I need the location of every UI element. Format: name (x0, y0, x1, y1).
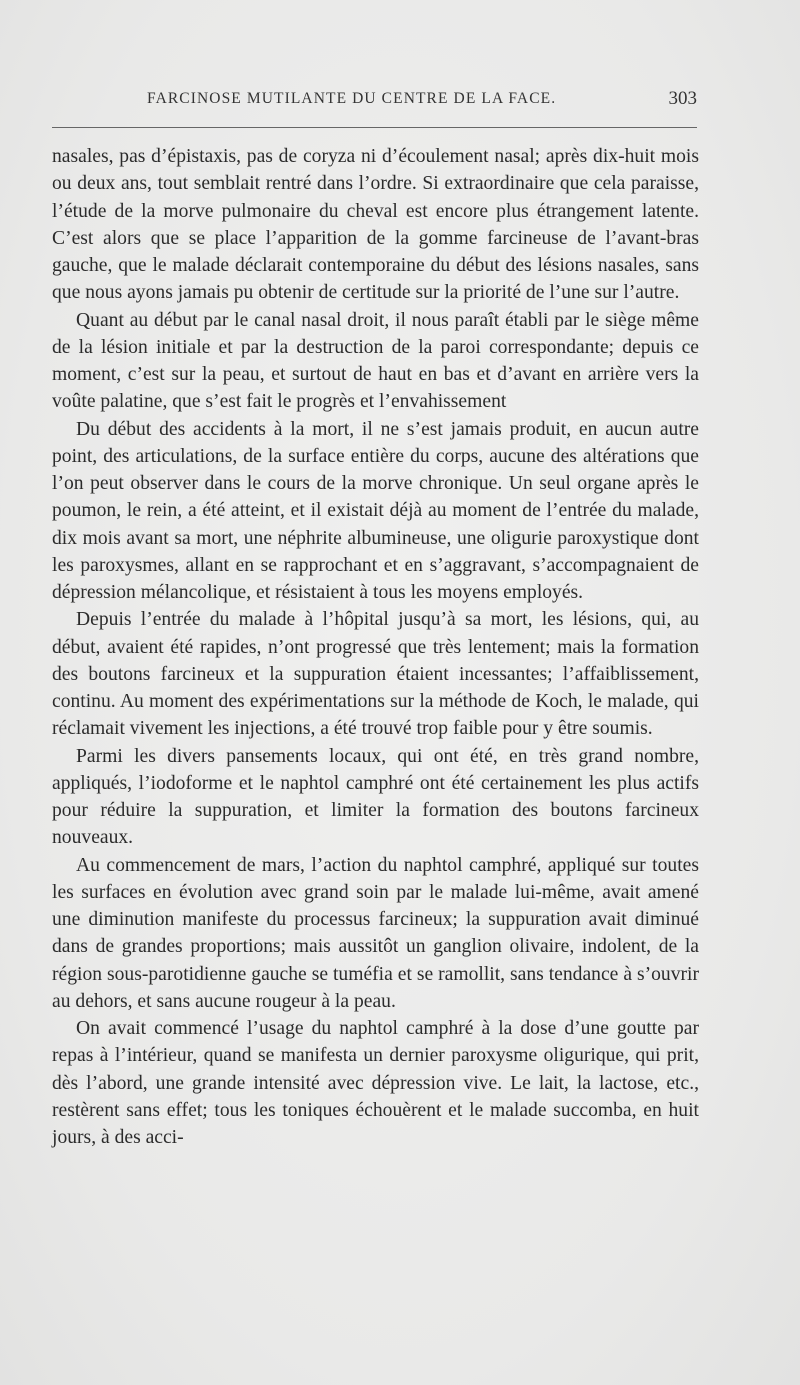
paragraph: Parmi les divers pansements locaux, qui ont été, en très grand nombre, appliqués, l’iodoforme et le naphtol camphré ont été certainement les plus actifs pour réduire la suppuration, et limiter la formation des boutons farcineux nouveaux. (52, 745, 699, 849)
paragraph: On avait commencé l’usage du naphtol camphré à la dose d’une goutte par repas à l’intérieur, quand se manifesta un dernier paroxysme oligurique, qui prit, dès l’abord, une grande intensité avec dépression vive. Le lait, la lactose, etc., restèrent sans effet; tous les toniques échouèrent et le malade succomba, en huit jours, à des acci- (52, 1018, 699, 1148)
running-head: FARCINOSE MUTILANTE DU CENTRE DE LA FACE. (147, 90, 557, 107)
body-text (52, 143, 699, 1151)
paragraph: Depuis l’entrée du malade à l’hôpital jusqu’à sa mort, les lésions, qui, au début, avaient été rapides, n’ont progressé que très lentement; mais la formation des boutons farcineux et la suppuration étaient incessantes; l’affaiblissement, continu. Au moment des expérimentations sur la méthode de Koch, le malade, qui réclamait vivement les injections, a été trouvé trop faible pour y être soumis. (52, 609, 699, 740)
header-rule (52, 127, 697, 128)
paragraph: nasales, pas d’épistaxis, pas de coryza ni d’écoulement nasal; après dix-huit mois ou deux ans, tout semblait rentré dans l’ordre. Si extraordinaire que cela paraisse, l’étude de la morve pulmonaire du cheval est encore plus étrangement latente. C’est alors que se place l’apparition de la gomme farcineuse de l’avant-bras gauche, que le malade déclarait contemporaine du début des lésions nasales, sans que nous ayons jamais pu obtenir de certitude sur la priorité de l’une sur l’autre. (52, 146, 699, 304)
page-number: 303 (668, 88, 697, 109)
paragraph: Au commencement de mars, l’action du naphtol camphré, appliqué sur toutes les surfaces en évolution avec grand soin par le malade lui-même, avait amené une diminution manifeste du processus farcineux; la suppuration avait diminué dans de grandes proportions; mais aussitôt un ganglion olivaire, indolent, de la région sous-parotidienne gauche se tuméfia et se ramollit, sans tendance à s’ouvrir au dehors, et sans aucune rougeur à la peau. (52, 854, 699, 1012)
paragraph: Quant au début par le canal nasal droit, il nous paraît établi par le siège même de la lésion initiale et par la destruction de la paroi correspondante; depuis ce moment, c’est sur la peau, et surtout de haut en bas et d’avant en arrière vers la voûte palatine, que s’est fait le progrès et l’envahissement (52, 309, 699, 413)
paragraph: Du début des accidents à la mort, il ne s’est jamais produit, en aucun autre point, des articulations, de la surface entière du corps, aucune des altérations que l’on peut observer dans le cours de la morve chronique. Un seul organe après le poumon, le rein, a été atteint, et il existait déjà au moment de l’entrée du malade, dix mois avant sa mort, une néphrite albumineuse, une oligurie paroxystique dont les paroxysmes, allant en se rapprochant et en s’aggravant, s’accompagnaient de dépression mélancolique, et résistaient à tous les moyens employés. (52, 418, 699, 603)
